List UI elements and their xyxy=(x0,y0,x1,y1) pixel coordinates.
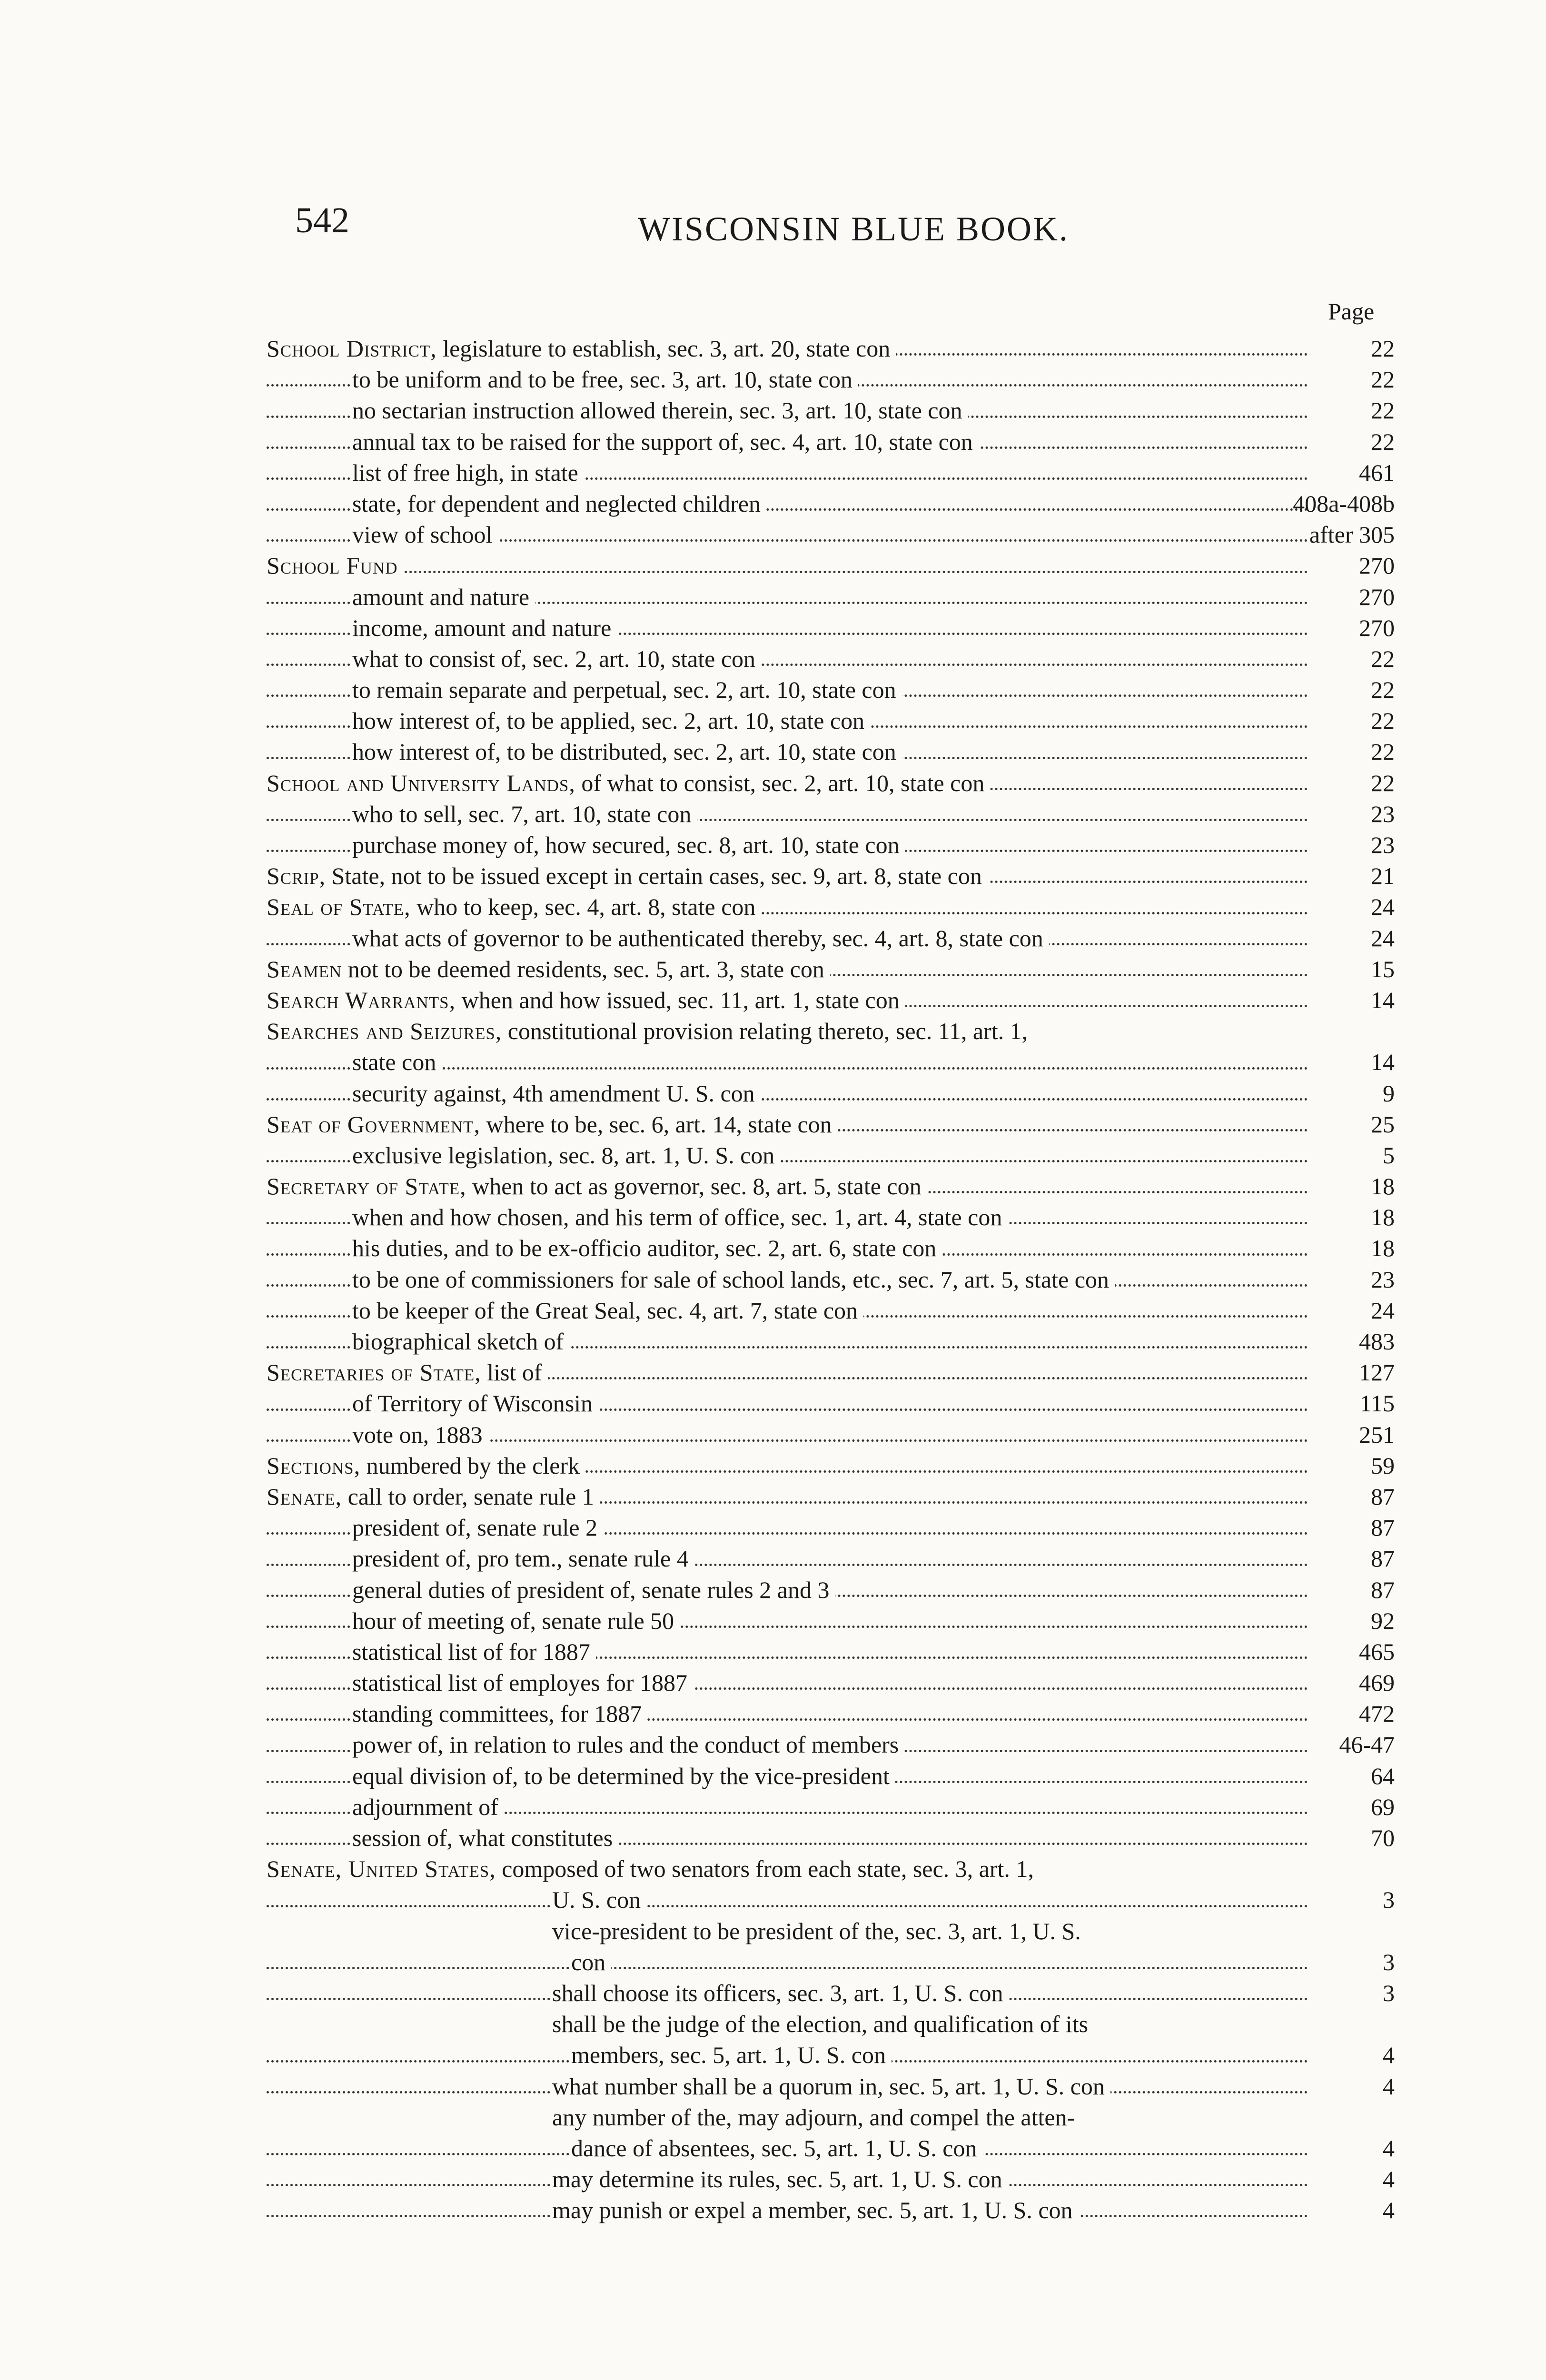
entry-description: who to sell, sec. 7, art. 10, state con xyxy=(352,800,692,827)
entry-heading: Searches and Seizures, xyxy=(267,1018,502,1045)
entry-text xyxy=(352,1543,694,1574)
page-reference: 3 xyxy=(1383,1948,1395,1975)
index-entry xyxy=(0,2102,1546,2133)
page-reference: 465 xyxy=(1359,1638,1395,1665)
entry-description: hour of meeting of, senate rule 50 xyxy=(352,1607,674,1634)
index-entry xyxy=(0,1419,1546,1450)
page-header xyxy=(295,200,1295,257)
dot-leader xyxy=(267,571,1308,573)
page-reference: 4 xyxy=(1383,2134,1395,2162)
entry-heading: Senate, United States, xyxy=(267,1855,496,1883)
running-title: WISCONSIN BLUE BOOK. xyxy=(638,210,1069,248)
entry-text xyxy=(267,861,988,892)
entry-description: equal division of, to be determined by the vice-president xyxy=(352,1762,890,1789)
entry-description: dance of absentees, sec. 5, art. 1, U. S. con xyxy=(571,2134,977,2162)
index-entry xyxy=(0,2133,1546,2164)
entry-text xyxy=(352,1792,504,1823)
page-reference: 5 xyxy=(1383,1141,1395,1169)
index-entry xyxy=(0,613,1546,644)
entry-text xyxy=(352,1698,647,1729)
page-reference: 69 xyxy=(1371,1793,1395,1820)
entry-description: to be keeper of the Great Seal, sec. 4, art. 7, state con xyxy=(352,1297,858,1324)
page-reference: 22 xyxy=(1371,397,1395,424)
entry-text xyxy=(267,550,404,581)
entry-description: numbered by the clerk xyxy=(360,1452,580,1479)
page-reference: 4 xyxy=(1383,2197,1395,2224)
page-reference: 461 xyxy=(1359,459,1395,486)
entry-description: of what to consist, sec. 2, art. 10, state con xyxy=(575,769,985,796)
page-reference: 270 xyxy=(1359,614,1395,641)
entry-text xyxy=(267,1481,600,1512)
entry-description: session of, what constitutes xyxy=(352,1825,613,1851)
index-entry xyxy=(0,1792,1546,1823)
page-reference: 87 xyxy=(1371,1514,1395,1541)
entry-text xyxy=(352,1233,942,1264)
entry-description: when and how chosen, and his term of office, sec. 1, art. 4, state con xyxy=(352,1204,1002,1231)
entry-description: composed of two senators from each state, sec. 3, art. 1, xyxy=(496,1855,1034,1883)
entry-description: exclusive legislation, sec. 8, art. 1, U. S. con xyxy=(352,1141,775,1169)
page-reference: 4 xyxy=(1383,2073,1395,2100)
entry-description: vice-president to be president of the, sec. 3, art. 1, U. S. xyxy=(552,1917,1081,1944)
page-reference: 18 xyxy=(1371,1173,1395,1200)
entry-description: may determine its rules, sec. 5, art. 1, U. S. con xyxy=(552,2166,1002,2193)
index-entry xyxy=(0,954,1546,985)
index-entry xyxy=(0,1854,1546,1884)
entry-description: what number shall be a quorum in, sec. 5, art. 1, U. S. con xyxy=(552,2073,1105,2100)
index-entry xyxy=(0,457,1546,488)
index-entry xyxy=(0,1947,1546,1978)
index-entry xyxy=(0,674,1546,705)
index-entry xyxy=(0,1978,1546,2009)
page-reference: 22 xyxy=(1371,335,1395,362)
entry-text xyxy=(352,582,535,613)
entry-text xyxy=(552,2102,1080,2133)
entry-heading: Seal of State, xyxy=(267,893,411,921)
entry-text xyxy=(552,1884,646,1915)
entry-description: view of school xyxy=(352,521,493,548)
entry-description: who to keep, sec. 4, art. 8, state con xyxy=(410,893,756,921)
index-entry xyxy=(0,1823,1546,1854)
index-entry xyxy=(0,1233,1546,1264)
entry-description: president of, senate rule 2 xyxy=(352,1514,598,1541)
entry-description: general duties of president of, senate rules 2 and 3 xyxy=(352,1576,830,1603)
entry-text xyxy=(571,2040,892,2071)
index-entry xyxy=(0,768,1546,799)
index-entry xyxy=(0,1884,1546,1915)
entry-description: vote on, 1883 xyxy=(352,1421,483,1448)
entry-description: to remain separate and perpetual, sec. 2, art. 10, state con xyxy=(352,676,896,704)
index-entry xyxy=(0,2164,1546,2195)
entry-text xyxy=(352,1636,596,1667)
index-entry xyxy=(0,2071,1546,2102)
entry-text xyxy=(352,1140,780,1171)
index-entry xyxy=(0,2195,1546,2226)
entry-text xyxy=(352,1823,618,1854)
entry-description: legislature to establish, sec. 3, art. 20, state con xyxy=(436,335,891,362)
index-entry xyxy=(0,1606,1546,1636)
entry-description: state con xyxy=(352,1049,436,1076)
entry-text xyxy=(352,1761,895,1792)
entry-heading: School District, xyxy=(267,335,437,362)
page-reference: 408a-408b xyxy=(1293,490,1395,517)
index-entry xyxy=(0,1078,1546,1109)
index-entry xyxy=(0,892,1546,922)
index-entry xyxy=(0,1140,1546,1171)
index-entry xyxy=(0,1357,1546,1388)
index-entry xyxy=(0,1575,1546,1606)
index-entries xyxy=(0,333,1546,2226)
index-entry xyxy=(0,1916,1546,1947)
index-entry xyxy=(0,1295,1546,1326)
entry-description: annual tax to be raised for the support of, sec. 4, art. 10, state con xyxy=(352,428,973,455)
entry-description: his duties, and to be ex-officio auditor, sec. 2, art. 6, state con xyxy=(352,1235,937,1262)
entry-description: call to order, senate rule 1 xyxy=(342,1483,594,1510)
page-reference: 87 xyxy=(1371,1545,1395,1572)
page-reference: 23 xyxy=(1371,832,1395,858)
entry-description: statistical list of employes for 1887 xyxy=(352,1669,688,1696)
index-entry xyxy=(0,985,1546,1016)
page-reference: 24 xyxy=(1371,924,1395,952)
entry-description: purchase money of, how secured, sec. 8, art. 10, state con xyxy=(352,832,900,858)
entry-description: list of xyxy=(481,1359,542,1386)
entry-description: State, not to be issued except in certain cases, sec. 9, art. 8, state con xyxy=(326,863,982,890)
index-entry xyxy=(0,644,1546,674)
entry-description: to be uniform and to be free, sec. 3, art. 10, state con xyxy=(352,366,853,393)
page-reference: 22 xyxy=(1371,428,1395,455)
page-reference: 24 xyxy=(1371,893,1395,921)
index-entry xyxy=(0,1729,1546,1760)
entry-heading: Secretaries of State, xyxy=(267,1359,481,1386)
page-reference: 9 xyxy=(1383,1080,1395,1107)
entry-description: of Territory of Wisconsin xyxy=(352,1390,593,1417)
entry-text xyxy=(352,1047,442,1078)
index-entry xyxy=(0,550,1546,581)
entry-description: U. S. con xyxy=(552,1886,641,1914)
page-reference: 87 xyxy=(1371,1483,1395,1510)
index-entry xyxy=(0,1481,1546,1512)
entry-description: shall choose its officers, sec. 3, art. 1, U. S. con xyxy=(552,1979,1003,2006)
entry-text xyxy=(352,1512,603,1543)
entry-heading: Scrip, xyxy=(267,863,326,890)
entry-text xyxy=(267,1016,1033,1047)
entry-description: state, for dependent and neglected children xyxy=(352,490,761,517)
entry-text xyxy=(352,1326,569,1357)
index-entry xyxy=(0,488,1546,519)
entry-text xyxy=(352,1419,488,1450)
page-number: 542 xyxy=(295,200,349,240)
index-entry xyxy=(0,830,1546,861)
entry-text xyxy=(352,519,498,550)
entry-description: how interest of, to be distributed, sec. 2, art. 10, state con xyxy=(352,738,896,765)
entry-heading: Sections, xyxy=(267,1452,361,1479)
entry-description: to be one of commissioners for sale of school lands, etc., sec. 7, art. 5, state con xyxy=(352,1266,1109,1293)
page-reference: 22 xyxy=(1371,645,1395,672)
page-reference: 92 xyxy=(1371,1607,1395,1634)
entry-text xyxy=(352,488,766,519)
entry-text xyxy=(352,364,858,395)
page-reference: 22 xyxy=(1371,676,1395,704)
entry-description: what to consist of, sec. 2, art. 10, state con xyxy=(352,645,756,672)
page-reference: 472 xyxy=(1359,1700,1395,1727)
index-entry xyxy=(0,1667,1546,1698)
entry-text xyxy=(352,1388,598,1419)
entry-text xyxy=(352,923,1049,954)
entry-description: president of, pro tem., senate rule 4 xyxy=(352,1545,689,1572)
page-reference: 18 xyxy=(1371,1235,1395,1262)
page-reference: 46-47 xyxy=(1339,1731,1395,1758)
page-reference: 251 xyxy=(1359,1421,1395,1448)
page-reference: 15 xyxy=(1371,955,1395,982)
entry-description: statistical list of for 1887 xyxy=(352,1638,590,1665)
page-reference: 22 xyxy=(1371,366,1395,393)
entry-description: biographical sketch of xyxy=(352,1328,564,1355)
entry-text xyxy=(352,395,968,426)
entry-description: shall be the judge of the election, and qualification of its xyxy=(552,2011,1089,2038)
dot-leader xyxy=(267,1967,1308,1969)
entry-text xyxy=(352,674,902,705)
page-reference: 3 xyxy=(1383,1886,1395,1914)
entry-description: when to act as governor, sec. 8, art. 5, state con xyxy=(466,1173,922,1200)
entry-text xyxy=(352,830,905,861)
entry-text xyxy=(267,985,905,1016)
entry-description: what acts of governor to be authenticated thereby, sec. 4, art. 8, state con xyxy=(352,924,1043,952)
page-reference: 270 xyxy=(1359,552,1395,579)
page-reference: 14 xyxy=(1371,986,1395,1013)
entry-text xyxy=(352,705,870,736)
index-entry xyxy=(0,1543,1546,1574)
index-entry xyxy=(0,1450,1546,1481)
entry-text xyxy=(267,768,990,799)
entry-text xyxy=(552,1916,1087,1947)
index-entry xyxy=(0,2009,1546,2040)
entry-description: security against, 4th amendment U. S. con xyxy=(352,1080,755,1107)
entry-text xyxy=(352,1078,761,1109)
entry-text xyxy=(267,1854,1040,1884)
page-reference: after 305 xyxy=(1309,521,1395,548)
entry-text xyxy=(571,2133,983,2164)
index-entry xyxy=(0,364,1546,395)
entry-text xyxy=(267,1450,585,1481)
index-entry xyxy=(0,1512,1546,1543)
entry-description: where to be, sec. 6, art. 14, state con xyxy=(480,1111,832,1138)
entry-text xyxy=(552,2195,1079,2226)
entry-text xyxy=(352,1202,1008,1233)
entry-text xyxy=(352,1729,904,1760)
entry-description: when and how issued, sec. 11, art. 1, state con xyxy=(456,986,900,1013)
index-entry xyxy=(0,736,1546,767)
page-reference: 25 xyxy=(1371,1111,1395,1138)
entry-description: income, amount and nature xyxy=(352,614,612,641)
entry-text xyxy=(552,2009,1094,2040)
page-reference: 87 xyxy=(1371,1576,1395,1603)
page-reference: 18 xyxy=(1371,1204,1395,1231)
entry-text xyxy=(267,333,896,364)
page-reference: 4 xyxy=(1383,2042,1395,2069)
index-entry xyxy=(0,582,1546,613)
index-entry xyxy=(0,1761,1546,1792)
entry-text xyxy=(352,1667,693,1698)
page-reference: 21 xyxy=(1371,863,1395,890)
entry-text xyxy=(571,1947,611,1978)
page-reference: 469 xyxy=(1359,1669,1395,1696)
entry-description: adjournment of xyxy=(352,1793,498,1820)
entry-text xyxy=(352,799,697,830)
entry-description: may punish or expel a member, sec. 5, art. 1, U. S. con xyxy=(552,2197,1073,2224)
entry-text xyxy=(352,613,617,644)
entry-text xyxy=(352,426,979,457)
index-entry xyxy=(0,799,1546,830)
entry-text xyxy=(267,1109,838,1140)
index-entry xyxy=(0,1047,1546,1078)
entry-heading: Secretary of State, xyxy=(267,1173,466,1200)
entry-heading: School Fund xyxy=(267,552,398,579)
page-reference: 22 xyxy=(1371,738,1395,765)
entry-text xyxy=(552,1978,1009,2009)
index-entry xyxy=(0,1171,1546,1202)
index-entry xyxy=(0,1326,1546,1357)
index-entry xyxy=(0,1636,1546,1667)
entry-text xyxy=(352,1264,1115,1295)
entry-heading: Senate, xyxy=(267,1483,342,1510)
index-entry xyxy=(0,923,1546,954)
entry-heading: Search Warrants, xyxy=(267,986,456,1013)
index-entry xyxy=(0,1202,1546,1233)
dot-leader xyxy=(267,1905,1308,1907)
index-entry xyxy=(0,2040,1546,2071)
page-reference: 14 xyxy=(1371,1049,1395,1076)
index-entry xyxy=(0,1109,1546,1140)
entry-text xyxy=(267,892,761,922)
entry-description: list of free high, in state xyxy=(352,459,578,486)
entry-description: amount and nature xyxy=(352,583,530,610)
page-reference: 3 xyxy=(1383,1979,1395,2006)
page-reference: 4 xyxy=(1383,2166,1395,2193)
entry-description: any number of the, may adjourn, and compel the atten- xyxy=(552,2103,1075,2131)
index-entry xyxy=(0,1698,1546,1729)
entry-description: no sectarian instruction allowed therein, sec. 3, art. 10, state con xyxy=(352,397,962,424)
entry-heading: Seat of Government, xyxy=(267,1111,481,1138)
page-reference: 59 xyxy=(1371,1452,1395,1479)
entry-text xyxy=(267,1357,548,1388)
entry-text xyxy=(352,736,902,767)
entry-description: power of, in relation to rules and the conduct of members xyxy=(352,1731,899,1758)
entry-description: members, sec. 5, art. 1, U. S. con xyxy=(571,2042,886,2069)
entry-description: constitutional provision relating thereto, sec. 11, art. 1, xyxy=(502,1018,1028,1045)
page-reference: 24 xyxy=(1371,1297,1395,1324)
page-reference: 22 xyxy=(1371,707,1395,734)
entry-description: con xyxy=(571,1948,606,1975)
entry-text xyxy=(352,457,584,488)
entry-text xyxy=(352,1295,863,1326)
entry-heading: School and University Lands, xyxy=(267,769,575,796)
index-entry xyxy=(0,426,1546,457)
entry-text xyxy=(352,1606,680,1636)
entry-text xyxy=(352,644,761,674)
page-reference: 270 xyxy=(1359,583,1395,610)
page-reference: 115 xyxy=(1359,1390,1395,1417)
entry-text xyxy=(267,954,830,985)
index-entry xyxy=(0,333,1546,364)
index-entry xyxy=(0,861,1546,892)
index-entry xyxy=(0,705,1546,736)
index-entry xyxy=(0,1388,1546,1419)
index-entry xyxy=(0,395,1546,426)
index-entry xyxy=(0,1016,1546,1047)
entry-heading: Seamen xyxy=(267,955,342,982)
page-reference: 127 xyxy=(1359,1359,1395,1386)
page-reference: 23 xyxy=(1371,1266,1395,1293)
entry-text xyxy=(267,1171,927,1202)
index-entry xyxy=(0,1264,1546,1295)
entry-description: standing committees, for 1887 xyxy=(352,1700,642,1727)
index-entry xyxy=(0,519,1546,550)
page-reference: 23 xyxy=(1371,800,1395,827)
entry-text xyxy=(552,2164,1008,2195)
page-reference: 64 xyxy=(1371,1762,1395,1789)
entry-description: how interest of, to be applied, sec. 2, art. 10, state con xyxy=(352,707,865,734)
page-reference: 483 xyxy=(1359,1328,1395,1355)
page-column-label: Page xyxy=(1328,298,1375,325)
page-reference: 70 xyxy=(1371,1825,1395,1851)
entry-text xyxy=(352,1575,835,1606)
entry-text xyxy=(552,2071,1110,2102)
entry-description: not to be deemed residents, sec. 5, art. 3, state con xyxy=(342,955,824,982)
page-reference: 22 xyxy=(1371,769,1395,796)
